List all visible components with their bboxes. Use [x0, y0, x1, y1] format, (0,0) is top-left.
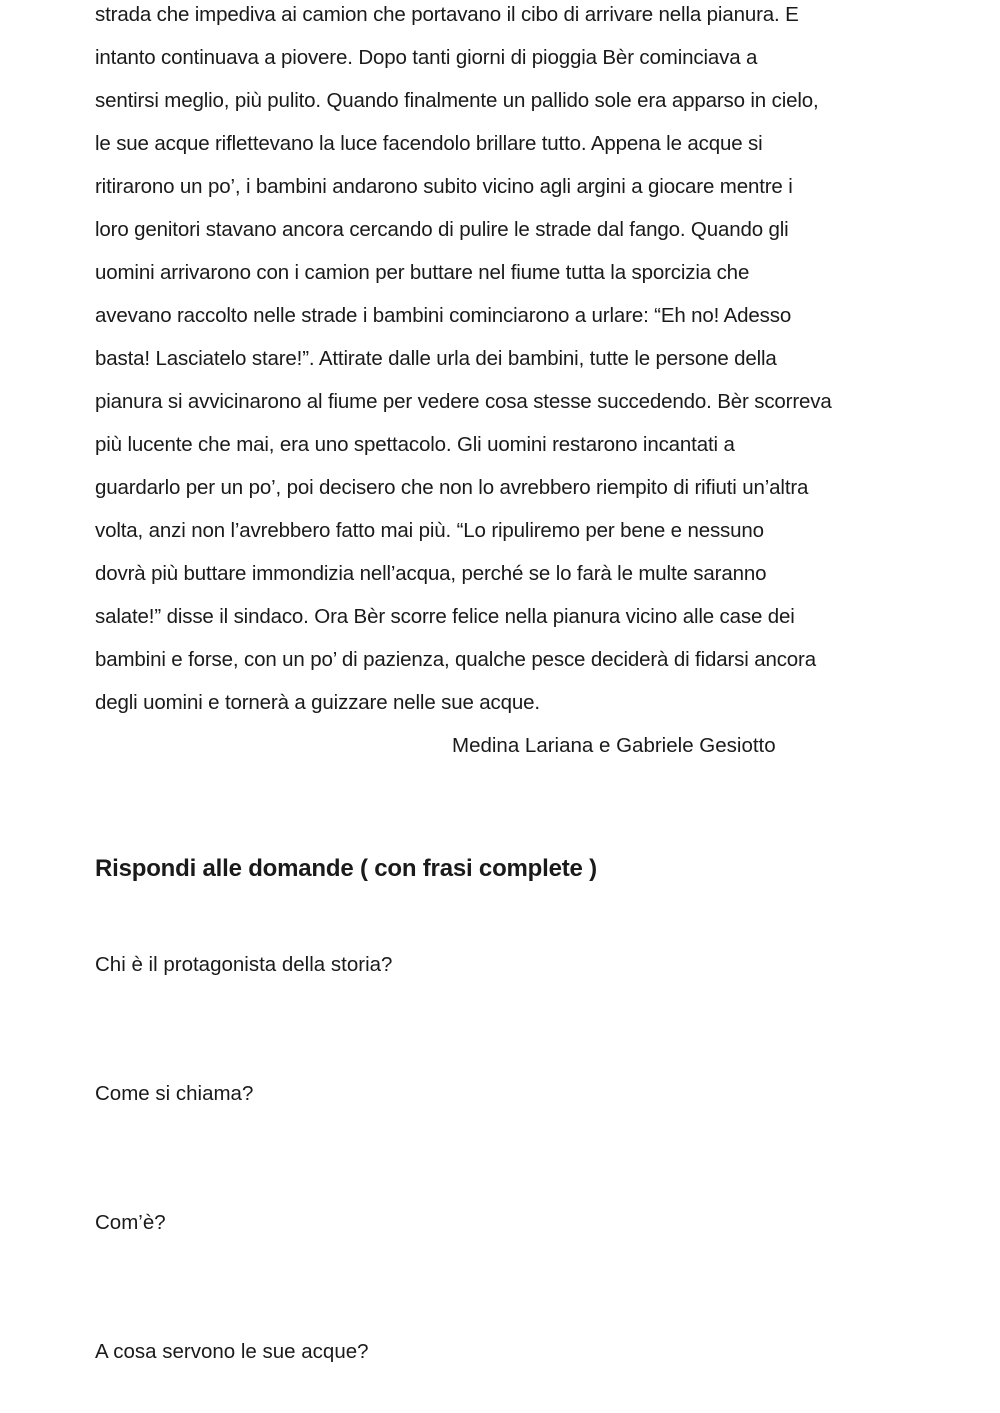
story-line: pianura si avvicinarono al fiume per vedere cosa stesse succedendo. Bèr scorreva — [95, 390, 832, 413]
story-line: guardarlo per un po’, poi decisero che non lo avrebbero riempito di rifiuti un’altra — [95, 476, 809, 499]
question-name: Come si chiama? — [95, 1082, 254, 1105]
question-protagonist: Chi è il protagonista della storia? — [95, 953, 393, 976]
story-line: più lucente che mai, era uno spettacolo. Gli uomini restarono incantati a — [95, 433, 735, 456]
exercise-title: Rispondi alle domande ( con frasi complete ) — [95, 855, 597, 882]
answer-area-appearance[interactable] — [95, 1243, 905, 1323]
story-author: Medina Lariana e Gabriele Gesiotto — [452, 734, 776, 757]
story-line: volta, anzi non l’avrebbero fatto mai più. “Lo ripuliremo per bene e nessuno — [95, 519, 764, 542]
story-line: degli uomini e tornerà a guizzare nelle sue acque. — [95, 691, 540, 714]
story-line: ritirarono un po’, i bambini andarono subito vicino agli argini a giocare mentre i — [95, 175, 793, 198]
question-water-use: A cosa servono le sue acque? — [95, 1340, 369, 1363]
story-line: loro genitori stavano ancora cercando di pulire le strade dal fango. Quando gli — [95, 218, 789, 241]
answer-area-name[interactable] — [95, 1114, 905, 1194]
story-line: dovrà più buttare immondizia nell’acqua, perché se lo farà le multe saranno — [95, 562, 767, 585]
question-appearance: Com’è? — [95, 1211, 166, 1234]
story-line: uomini arrivarono con i camion per buttare nel fiume tutta la sporcizia che — [95, 261, 750, 284]
story-line: le sue acque riflettevano la luce facendolo brillare tutto. Appena le acque si — [95, 132, 763, 155]
story-line: bambini e forse, con un po’ di pazienza, qualche pesce deciderà di fidarsi ancora — [95, 648, 816, 671]
answer-area-protagonist[interactable] — [95, 985, 905, 1065]
story-line: basta! Lasciatelo stare!”. Attirate dalle urla dei bambini, tutte le persone della — [95, 347, 777, 370]
story-line: salate!” disse il sindaco. Ora Bèr scorre felice nella pianura vicino alle case dei — [95, 605, 795, 628]
story-text — [95, 0, 915, 730]
answer-area-water-use[interactable] — [95, 1372, 905, 1412]
story-line: avevano raccolto nelle strade i bambini cominciarono a urlare: “Eh no! Adesso — [95, 304, 792, 327]
story-line: strada che impediva ai camion che portavano il cibo di arrivare nella pianura. E — [95, 3, 799, 26]
story-line: intanto continuava a piovere. Dopo tanti giorni di pioggia Bèr cominciava a — [95, 46, 758, 69]
story-line: sentirsi meglio, più pulito. Quando finalmente un pallido sole era apparso in cielo, — [95, 89, 819, 112]
